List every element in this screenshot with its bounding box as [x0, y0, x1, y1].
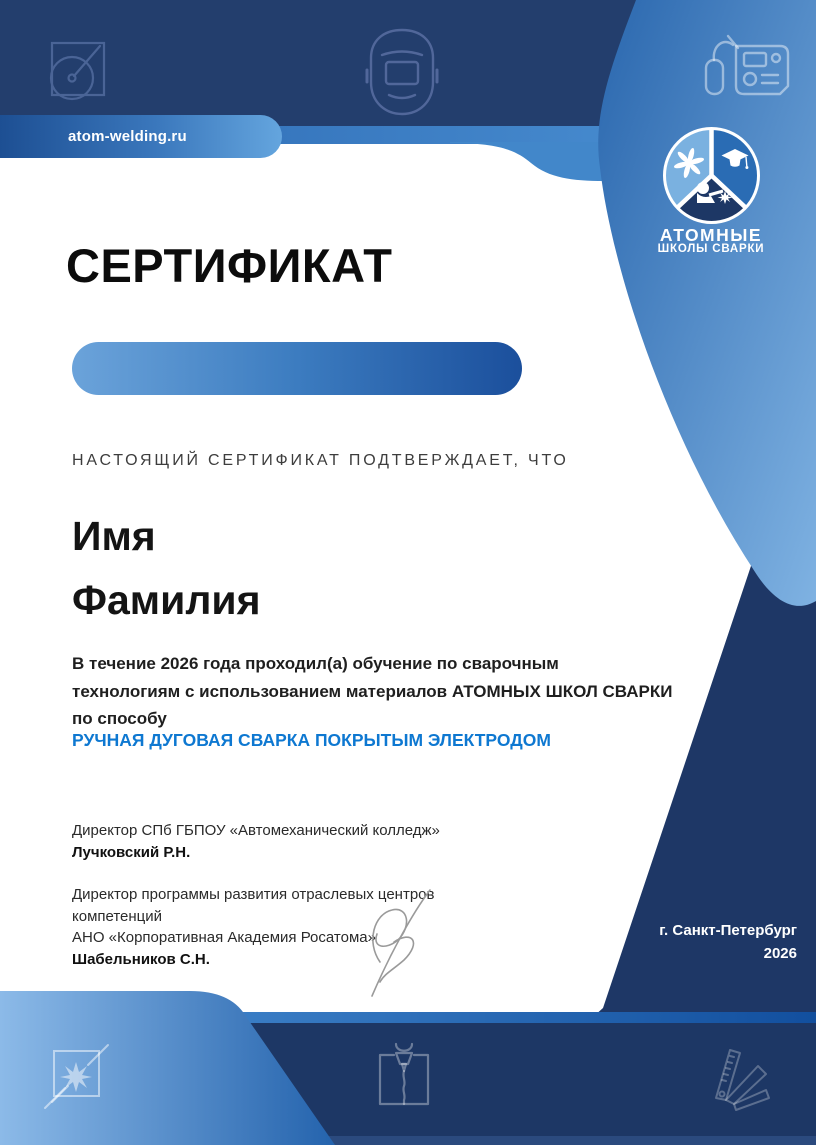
certificate-title: СЕРТИФИКАТ: [66, 239, 393, 292]
graduation-cap-icon: [722, 149, 749, 169]
website-pill: [0, 115, 282, 158]
spark-icon: [42, 1042, 112, 1112]
statement-line: НАСТОЯЩИЙ СЕРТИФИКАТ ПОДТВЕРЖДАЕТ, ЧТО: [72, 452, 569, 469]
signatory-role: компетенций: [72, 907, 163, 925]
signatory-block: [72, 820, 440, 863]
angle-grinder-icon: [44, 34, 112, 110]
signatory-role: АНО «Корпоративная Академия Росатома»: [72, 929, 376, 946]
atom-pinwheel-icon: [673, 147, 704, 178]
location-text: г. Санкт-Петербург: [659, 922, 797, 939]
signature-icon: [350, 884, 442, 1000]
recipient-first-name: Имя: [72, 513, 156, 559]
folding-ruler-icon: [706, 1042, 774, 1112]
recipient-last-name: Фамилия: [72, 577, 261, 623]
welding-helmet-icon: [352, 22, 452, 122]
training-description: [72, 650, 673, 733]
year-text: 2026: [763, 945, 797, 962]
place-date-block: [560, 919, 797, 965]
website-link[interactable]: atom-welding.ru: [68, 128, 187, 145]
training-description-line: технологиям с использованием материалов АТОМНЫХ ШКОЛ СВАРКИ: [72, 681, 673, 701]
signatory-role: Директор СПб ГБПОУ «Автомеханический колледж»: [72, 822, 440, 839]
name-placeholder-bar: [72, 342, 522, 395]
signatory-name: Шабельников С.Н.: [72, 950, 210, 968]
signatory-role: Директор программы развития отраслевых центров: [72, 886, 435, 903]
course-name: РУЧНАЯ ДУГОВАЯ СВАРКА ПОКРЫТЫМ ЭЛЕКТРОДОМ: [72, 730, 551, 750]
welding-torch-icon: [372, 1040, 436, 1112]
training-description-line: по способу: [72, 709, 167, 728]
signatory-name: Лучковский Р.Н.: [72, 843, 191, 861]
logo-subtitle: ШКОЛЫ СВАРКИ: [657, 243, 765, 255]
welding-machine-icon: [700, 32, 795, 107]
logo-sectors-icon: [663, 127, 760, 224]
logo-title: АТОМНЫЕ: [659, 225, 763, 245]
training-description-line: В течение 2026 года проходил(а) обучение по сварочным: [72, 654, 559, 673]
